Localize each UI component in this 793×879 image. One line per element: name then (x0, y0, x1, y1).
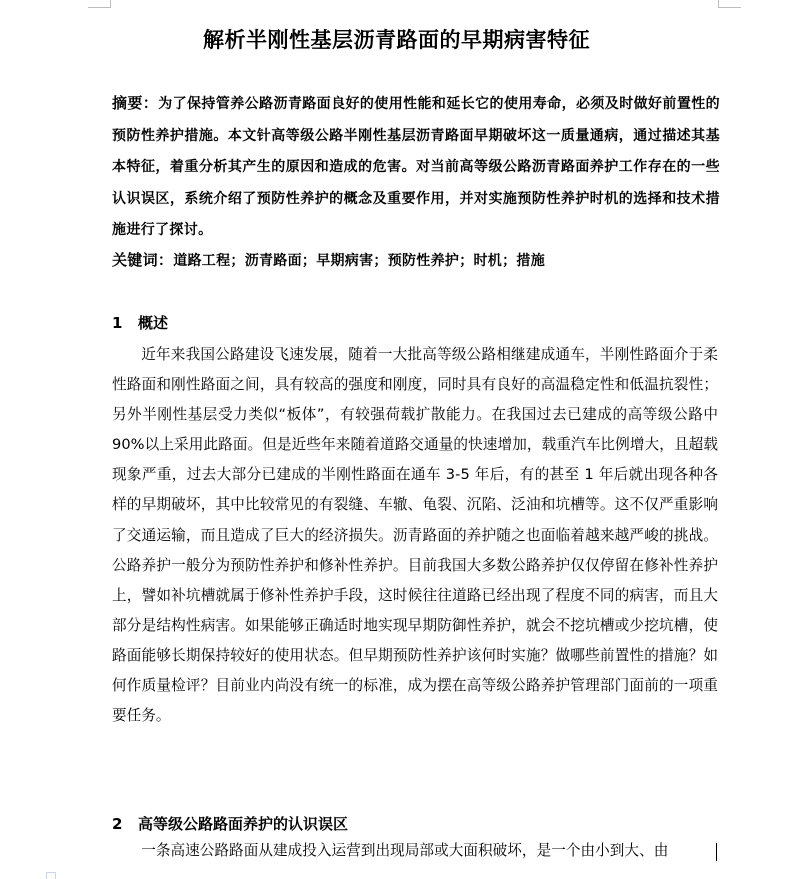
section-heading-2 (112, 812, 348, 836)
abstract-label: 摘要： (112, 94, 159, 112)
crop-mark-top-left (88, 0, 111, 8)
section-number: 1 (112, 314, 123, 332)
keywords-text: 道路工程；沥青路面；早期病害；预防性养护；时机；措施 (173, 253, 546, 269)
paste-options-icon[interactable] (46, 872, 56, 879)
keywords-label: 关键词： (112, 251, 174, 269)
text-cursor (716, 843, 717, 861)
abstract (112, 88, 720, 247)
paper-title: 解析半刚性基层沥青路面的早期病害特征 (203, 28, 590, 53)
section-heading-1 (112, 311, 168, 335)
section-1-paragraph: 近年来我国公路建设飞速发展，随着一大批高等级公路相继建成通车，半刚性路面介于柔性路面和刚性路面之间，具有较高的强度和刚度，同时具有良好的高温稳定性和低温抗裂性；另外半刚性基层受力类似“板体”，有较强荷载扩散能力。在我国过去已建成的高等级公路中 90%以上采用此路面。但是近些年来随着道路交通量的快速增加，载重汽车比例增大，且超载现象严重，过去大部分已建成的半刚性路面在通车 3-5 年后，有的甚至 1 年后就出现各种各样的早期破坏，其中比较常见的有裂缝、车辙、龟裂、沉陷、泛油和坑槽等。这不仅严重影响了交通运输，而且造成了巨大的经济损失。沥青路面的养护随之也面临着越来越严峻的挑战。公路养护一般分为预防性养护和修补性养护。目前我国大多数公路养护仅仅停留在修补性养护上，譬如补坑槽就属于修补性养护手段，这时候往往道路已经出现了程度不同的病害，而且大部分是结构性病害。如果能够正确适时地实现早期防御性养护，就会不挖坑槽或少挖坑槽，使路面能够长期保持较好的使用状态。但早期预防性养护该何时实施？做哪些前置性的措施？如何作质量检评？目前业内尚没有统一的标准，成为摆在高等级公路养护管理部门面前的一项重要任务。 (112, 346, 718, 725)
section-title: 高等级公路路面养护的认识误区 (138, 815, 349, 833)
section-title: 概述 (138, 314, 169, 332)
abstract-text: 为了保持管养公路沥青路面良好的使用性能和延长它的使用寿命，必须及时做好前置性的预防性养护措施。本文针高等级公路半刚性基层沥青路面早期破坏这一质量通病，通过描述其基本特征，着重分析其产生的原因和造成的危害。对当前高等级公路沥青路面养护工作存在的一些认识误区，系统介绍了预防性养护的概念及重要作用，并对实施预防性养护时机的选择和技术措施进行了探讨。 (112, 96, 720, 238)
crop-mark-top-right (718, 0, 741, 8)
keywords (112, 245, 720, 277)
section-number: 2 (112, 815, 123, 833)
section-2-paragraph[interactable]: 一条高速公路路面从建成投入运营到出现局部或大面积破坏，是一个由小到大、由 (141, 842, 669, 859)
